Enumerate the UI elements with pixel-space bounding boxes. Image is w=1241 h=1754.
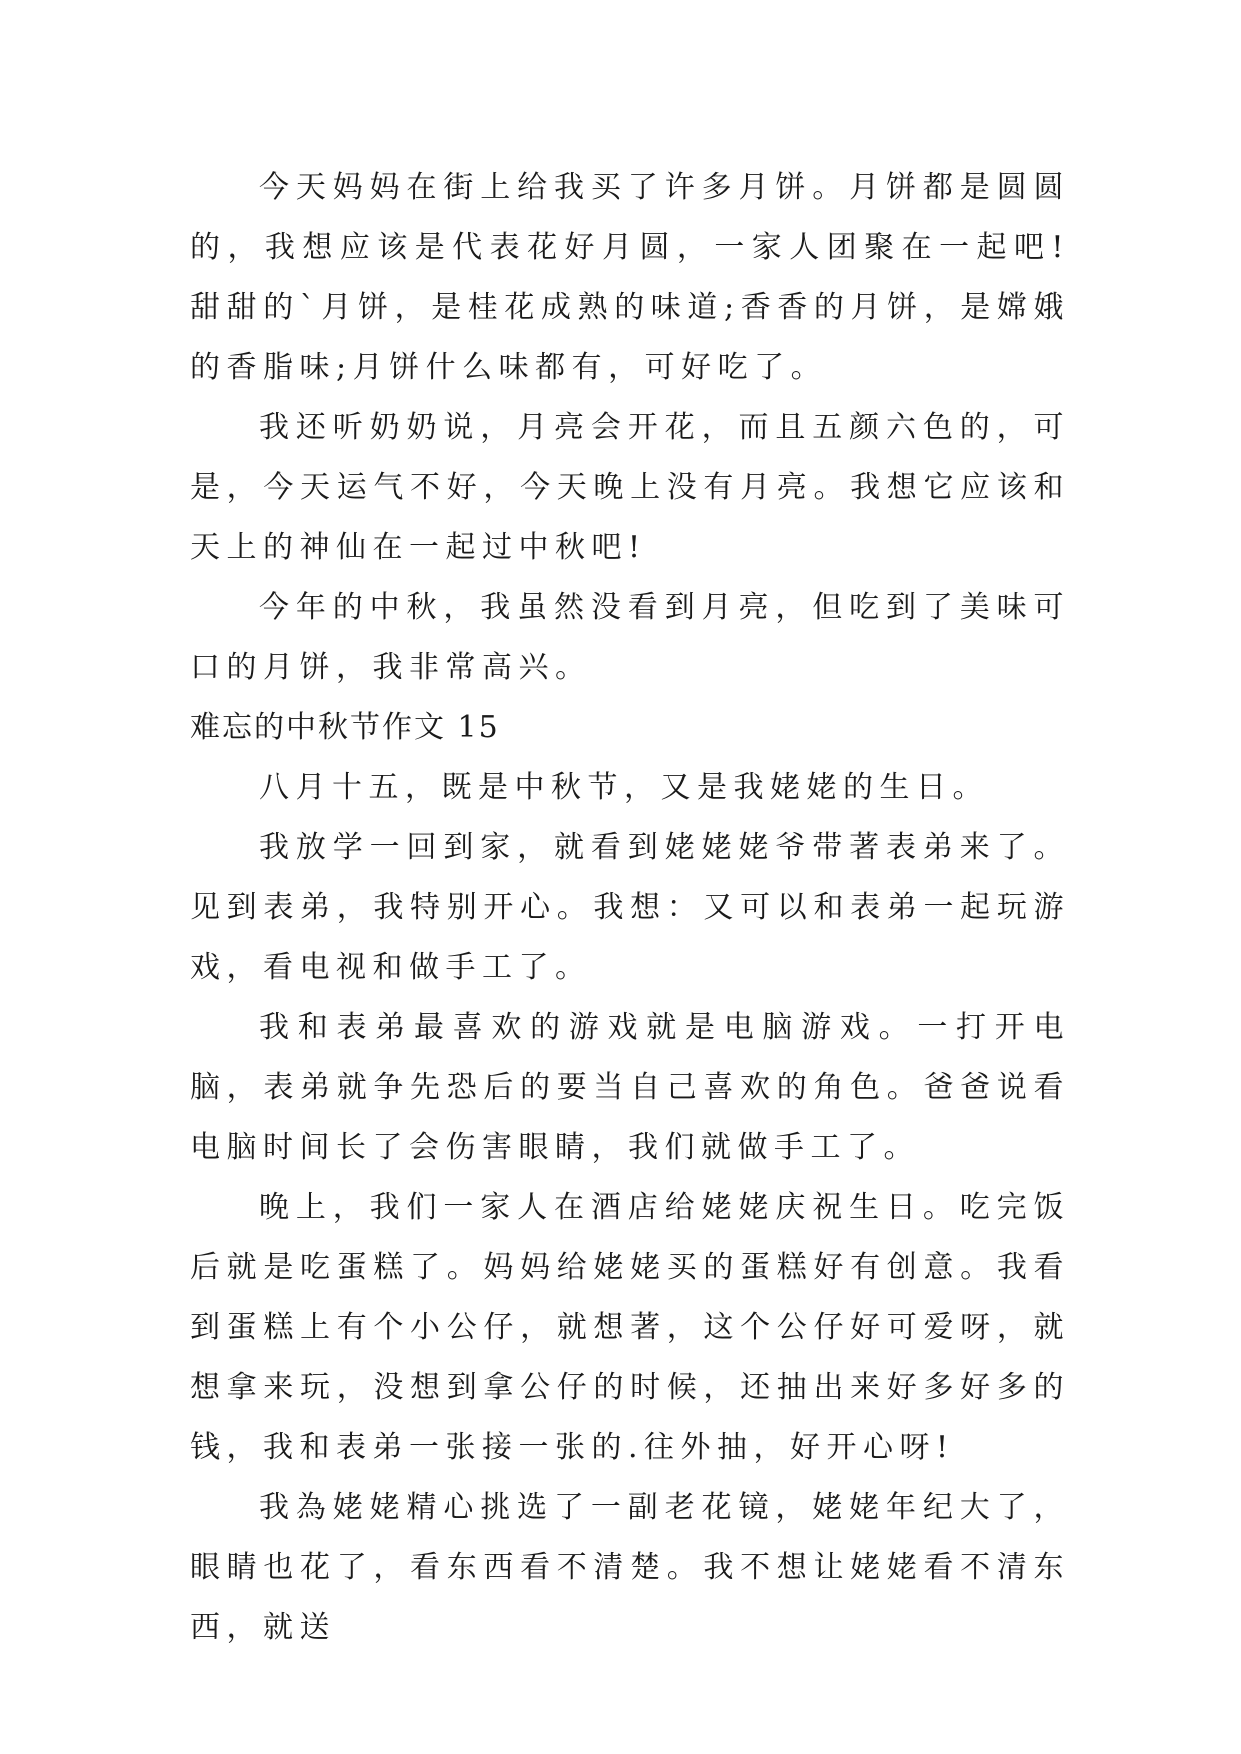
paragraph: 今年的中秋，我虽然没看到月亮，但吃到了美味可口的月饼，我非常高兴。 [190, 590, 1070, 685]
paragraph: 我和表弟最喜欢的游戏就是电脑游戏。一打开电脑，表弟就争先恐后的要当自己喜欢的角色。爸爸说看电脑时间长了会伤害眼睛，我们就做手工了。 [190, 1010, 1070, 1165]
section-title: 难忘的中秋节作文 15 [190, 710, 500, 745]
paragraph: 今天妈妈在街上给我买了许多月饼。月饼都是圆圆的，我想应该是代表花好月圆，一家人团聚在一起吧!甜甜的`月饼，是桂花成熟的味道;香香的月饼，是嫦娥的香脂味;月饼什么味都有，可好吃了。 [190, 170, 1070, 385]
paragraph: 晚上，我们一家人在酒店给姥姥庆祝生日。吃完饭后就是吃蛋糕了。妈妈给姥姥买的蛋糕好有创意。我看到蛋糕上有个小公仔，就想著，这个公仔好可爱呀，就想拿来玩，没想到拿公仔的时候，还抽出来好多好多的钱，我和表弟一张接一张的.往外抽，好开心呀! [190, 1190, 1070, 1465]
paragraph: 我為姥姥精心挑选了一副老花镜，姥姥年纪大了，眼睛也花了，看东西看不清楚。我不想让姥姥看不清东西，就送 [190, 1490, 1070, 1645]
paragraph: 我还听奶奶说，月亮会开花，而且五颜六色的，可是，今天运气不好，今天晚上没有月亮。我想它应该和天上的神仙在一起过中秋吧! [190, 410, 1070, 565]
document-body [190, 158, 1070, 1658]
paragraph: 我放学一回到家，就看到姥姥姥爷带著表弟来了。见到表弟，我特别开心。我想：又可以和表弟一起玩游戏，看电视和做手工了。 [190, 830, 1070, 985]
paragraph: 八月十五，既是中秋节，又是我姥姥的生日。 [259, 770, 989, 805]
